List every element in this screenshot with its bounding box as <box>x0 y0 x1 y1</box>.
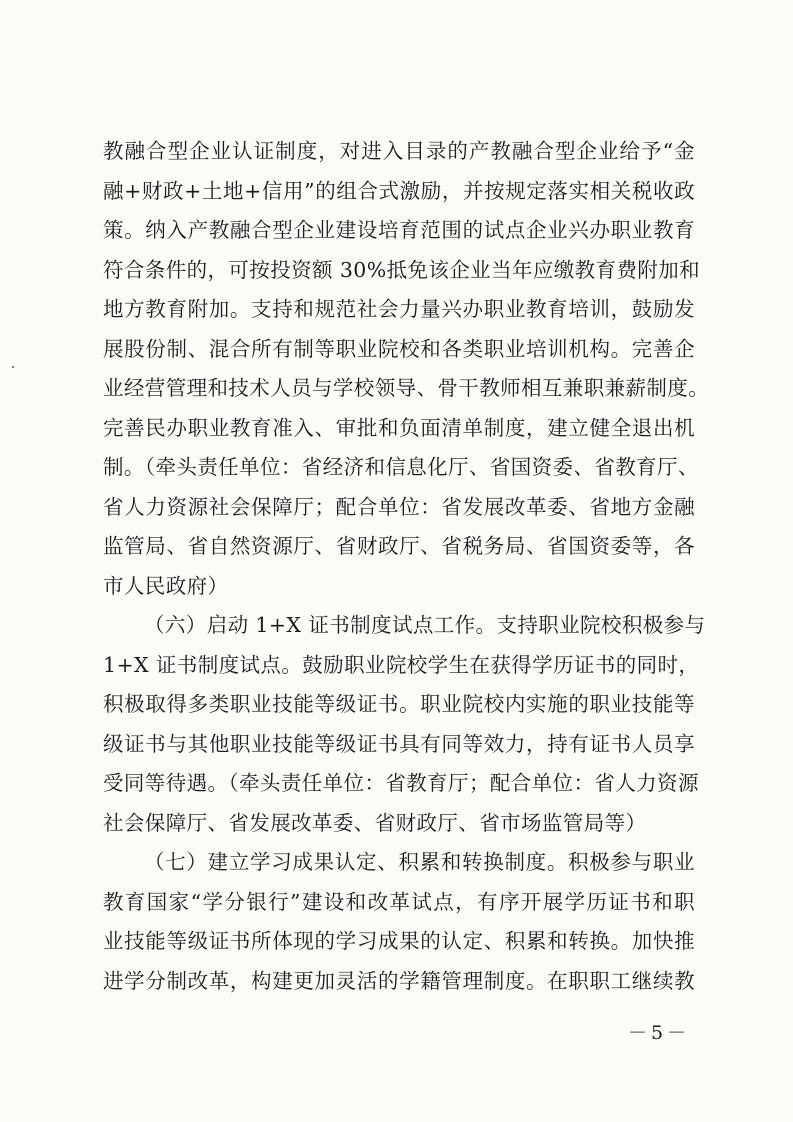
text-line: 监管局、省自然资源厅、省财政厅、省税务局、省国资委等，各 <box>103 534 695 558</box>
text-line: 制。（牵头责任单位：省经济和信息化厅、省国资委、省教育厅、 <box>103 455 699 479</box>
text-line: 业经营管理和技术人员与学校领导、骨干教师相互兼职兼薪制度。 <box>103 376 710 400</box>
text-line: 教育国家“学分银行”建设和改革试点，有序开展学历证书和职 <box>103 889 695 914</box>
body-text <box>103 132 710 1001</box>
page-number: －5－ <box>628 1022 691 1044</box>
text-line: 受同等待遇。（牵头责任单位：省教育厅；配合单位：省人力资源 <box>103 771 699 795</box>
text-line: 进学分制改革，构建更加灵活的学籍管理制度。在职职工继续教 <box>103 968 695 993</box>
text-line: 业技能等级证书所体现的学习成果的认定、积累和转换。加快推 <box>103 929 695 953</box>
text-line: 策。纳入产教融合型企业建设培育范围的试点企业兴办职业教育 <box>103 218 695 242</box>
text-line: 完善民办职业教育准入、审批和负面清单制度，建立健全退出机 <box>103 415 695 440</box>
text-line: 教融合型企业认证制度，对进入目录的产教融合型企业给予“金 <box>103 139 695 163</box>
scan-speck <box>12 366 14 368</box>
text-line: 级证书与其他职业技能等级证书具有同等效力，持有证书人员享 <box>103 731 695 756</box>
text-line: 社会保障厅、省发展改革委、省财政厅、省市场监管局等） <box>103 810 647 835</box>
section-heading-line: （六）启动 1+X 证书制度试点工作。支持职业院校积极参与 <box>144 613 706 637</box>
section-heading-line: （七）建立学习成果认定、积累和转换制度。积极参与职业 <box>144 850 695 874</box>
text-line: 1+X 证书制度试点。鼓励职业院校学生在获得学历证书的同时， <box>103 652 700 677</box>
text-line: 市人民政府） <box>103 573 229 598</box>
text-line: 展股份制、混合所有制等职业院校和各类职业培训机构。完善企 <box>103 336 695 361</box>
text-line: 地方教育附加。支持和规范社会力量兴办职业教育培训，鼓励发 <box>103 297 695 321</box>
text-line: 省人力资源社会保障厅；配合单位：省发展改革委、省地方金融 <box>103 494 695 519</box>
text-line: 符合条件的，可按投资额 30%抵免该企业当年应缴教育费附加和 <box>103 257 701 282</box>
text-line: 融+财政+土地+信用”的组合式激励，并按规定落实相关税收政 <box>103 178 695 203</box>
text-line: 积极取得多类职业技能等级证书。职业院校内实施的职业技能等 <box>103 692 695 716</box>
